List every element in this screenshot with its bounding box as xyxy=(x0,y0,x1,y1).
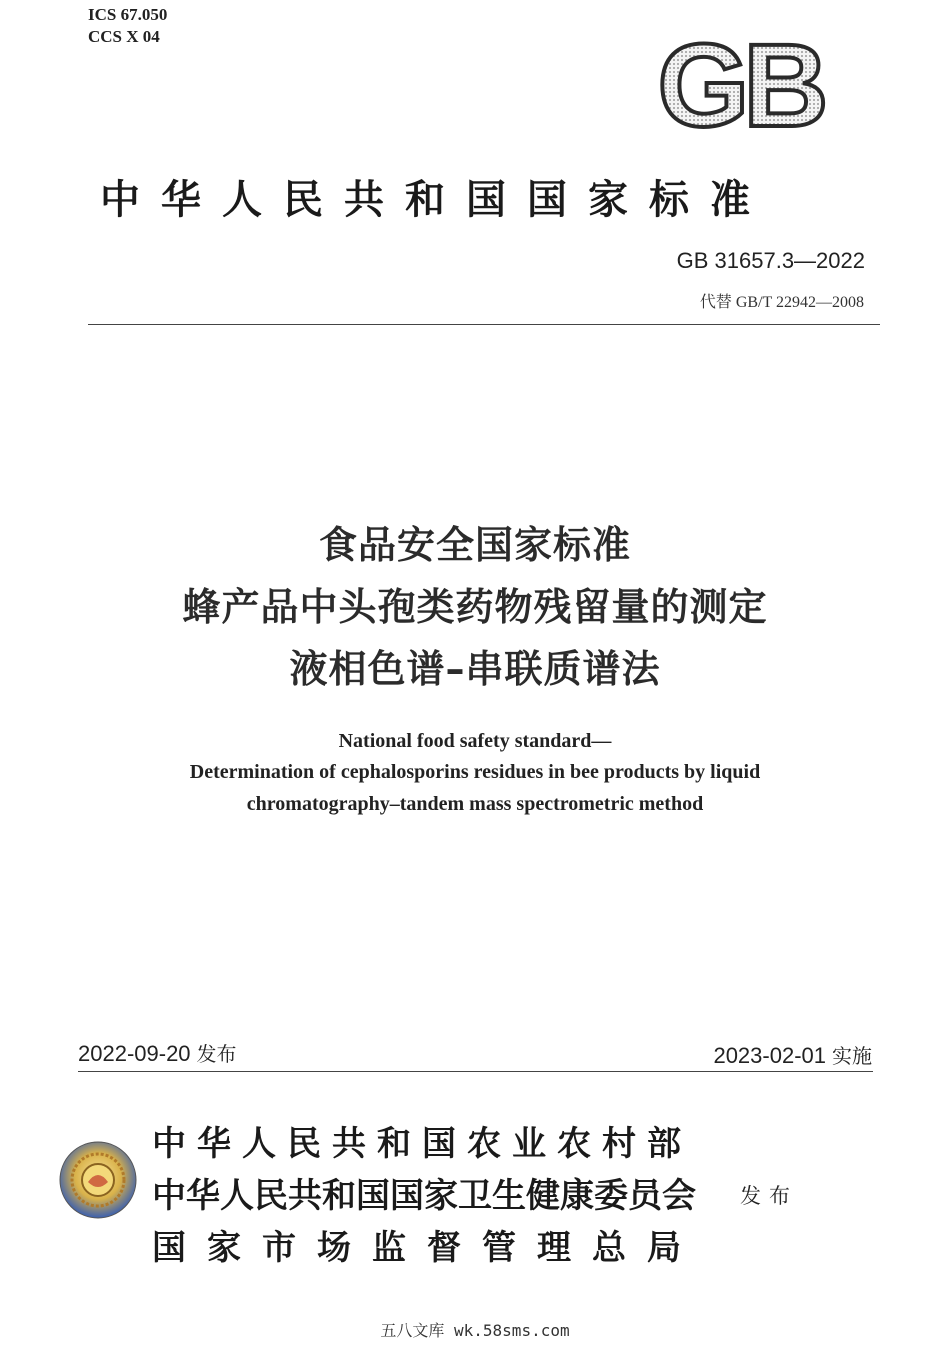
title-en-line3: chromatography–tandem mass spectrometric method xyxy=(246,793,704,815)
implement-label: 实施 xyxy=(832,1044,872,1068)
publish-label: 发布 xyxy=(196,1042,237,1066)
ics-code: ICS 67.050 xyxy=(88,5,168,24)
issuer-market-regulation: 国家市场监督管理总局 xyxy=(152,1228,702,1268)
footer-watermark: 五八文库 wk.58sms.com xyxy=(380,1321,570,1340)
title-cn-line2: 蜂产品中头孢类药物残留量的测定 xyxy=(182,585,768,629)
footer-divider xyxy=(78,1071,873,1072)
publish-date xyxy=(78,1038,237,1067)
title-cn-line3: 液相色谱–串联质谱法 xyxy=(289,647,661,691)
title-en-line2: Determination of cephalosporins residues in bee products by liquid xyxy=(189,761,761,783)
ministry-seal-icon xyxy=(58,1140,138,1220)
national-standard-heading: 中华人民共和国国家标准 xyxy=(100,176,771,223)
implement-date-value: 2023-02-01 xyxy=(713,1043,826,1068)
header-divider xyxy=(88,324,880,325)
publish-date-value: 2022-09-20 xyxy=(78,1041,191,1066)
gb-logo-text: GB xyxy=(657,34,823,134)
issuer-ministry-agriculture: 中华人民共和国农业农村部 xyxy=(152,1124,692,1164)
issue-label: 发布 xyxy=(740,1184,798,1208)
implement-date xyxy=(713,1040,872,1069)
standard-number: GB 31657.3—2022 xyxy=(676,248,865,273)
gb-logo xyxy=(640,34,840,134)
classification-codes xyxy=(88,4,167,48)
issuer-health-commission: 中华人民共和国国家卫生健康委员会 xyxy=(152,1176,696,1216)
replaces-standard: 代替 GB/T 22942—2008 xyxy=(699,294,864,311)
ccs-code: CCS X 04 xyxy=(88,27,160,46)
title-en-line1: National food safety standard— xyxy=(338,730,612,752)
title-cn-line1: 食品安全国家标准 xyxy=(318,523,631,567)
